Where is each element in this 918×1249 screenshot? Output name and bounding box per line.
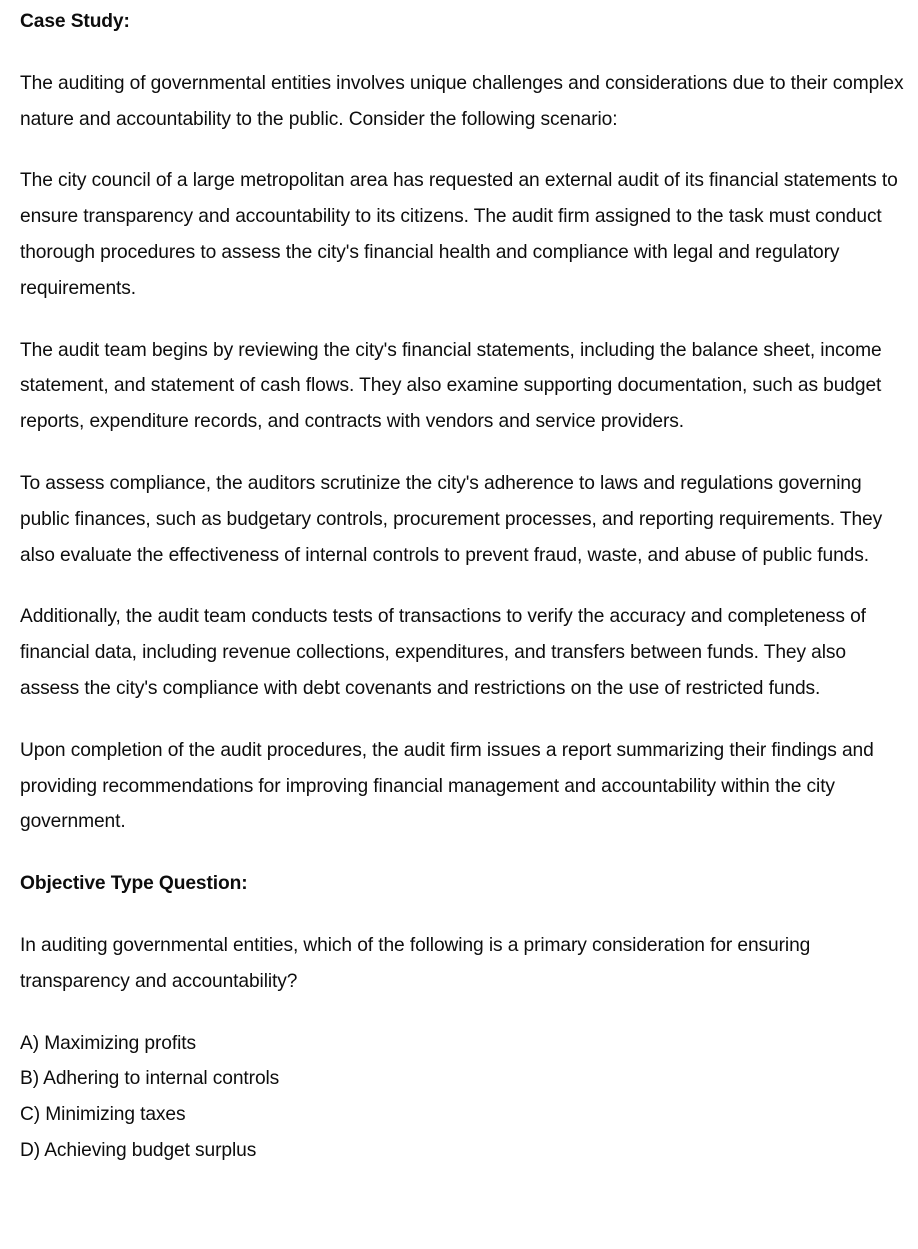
case-study-paragraph-intro: The auditing of governmental entities involves unique challenges and considerations due to their complex nature and accountability to the public. Consider the following scenario: (20, 72, 904, 130)
answer-option-a: A) Maximizing profits (20, 1032, 196, 1054)
answer-option-d: D) Achieving budget surplus (20, 1139, 257, 1161)
case-study-paragraph-report: Upon completion of the audit procedures, the audit firm issues a report summarizing their findings and providing recommendations for improving financial management and accountability within the city government. (20, 739, 874, 833)
case-study-paragraph-review: The audit team begins by reviewing the city's financial statements, including the balance sheet, income statement, and statement of cash flows. They also examine supporting documentation, such as budget reports, expenditure records, and contracts with vendors and service providers. (20, 339, 882, 433)
case-study-paragraph-scenario: The city council of a large metropolitan area has requested an external audit of its financial statements to ensure transparency and accountability to its citizens. The audit firm assigned to the task must conduct thorough procedures to assess the city's financial health and compliance with legal and regulatory requirements. (20, 170, 898, 299)
question-heading: Objective Type Question: (20, 873, 248, 895)
case-study-heading: Case Study: (20, 11, 130, 32)
question-text: In auditing governmental entities, which of the following is a primary consideration for ensuring transparency and accountability? (20, 934, 811, 992)
answer-option-c: C) Minimizing taxes (20, 1104, 186, 1126)
answer-option-b: B) Adhering to internal controls (20, 1068, 280, 1090)
case-study-paragraph-tests: Additionally, the audit team conducts tests of transactions to verify the accuracy and completeness of financial data, including revenue collections, expenditures, and transfers between funds. They also assess the city's compliance with debt covenants and restrictions on the use of restricted funds. (20, 606, 866, 699)
answer-options-list (20, 1026, 908, 1169)
case-study-paragraph-compliance: To assess compliance, the auditors scrutinize the city's adherence to laws and regulations governing public finances, such as budgetary controls, procurement processes, and reporting requirements. They also evaluate the effectiveness of internal controls to prevent fraud, waste, and abuse of public funds. (20, 472, 883, 566)
